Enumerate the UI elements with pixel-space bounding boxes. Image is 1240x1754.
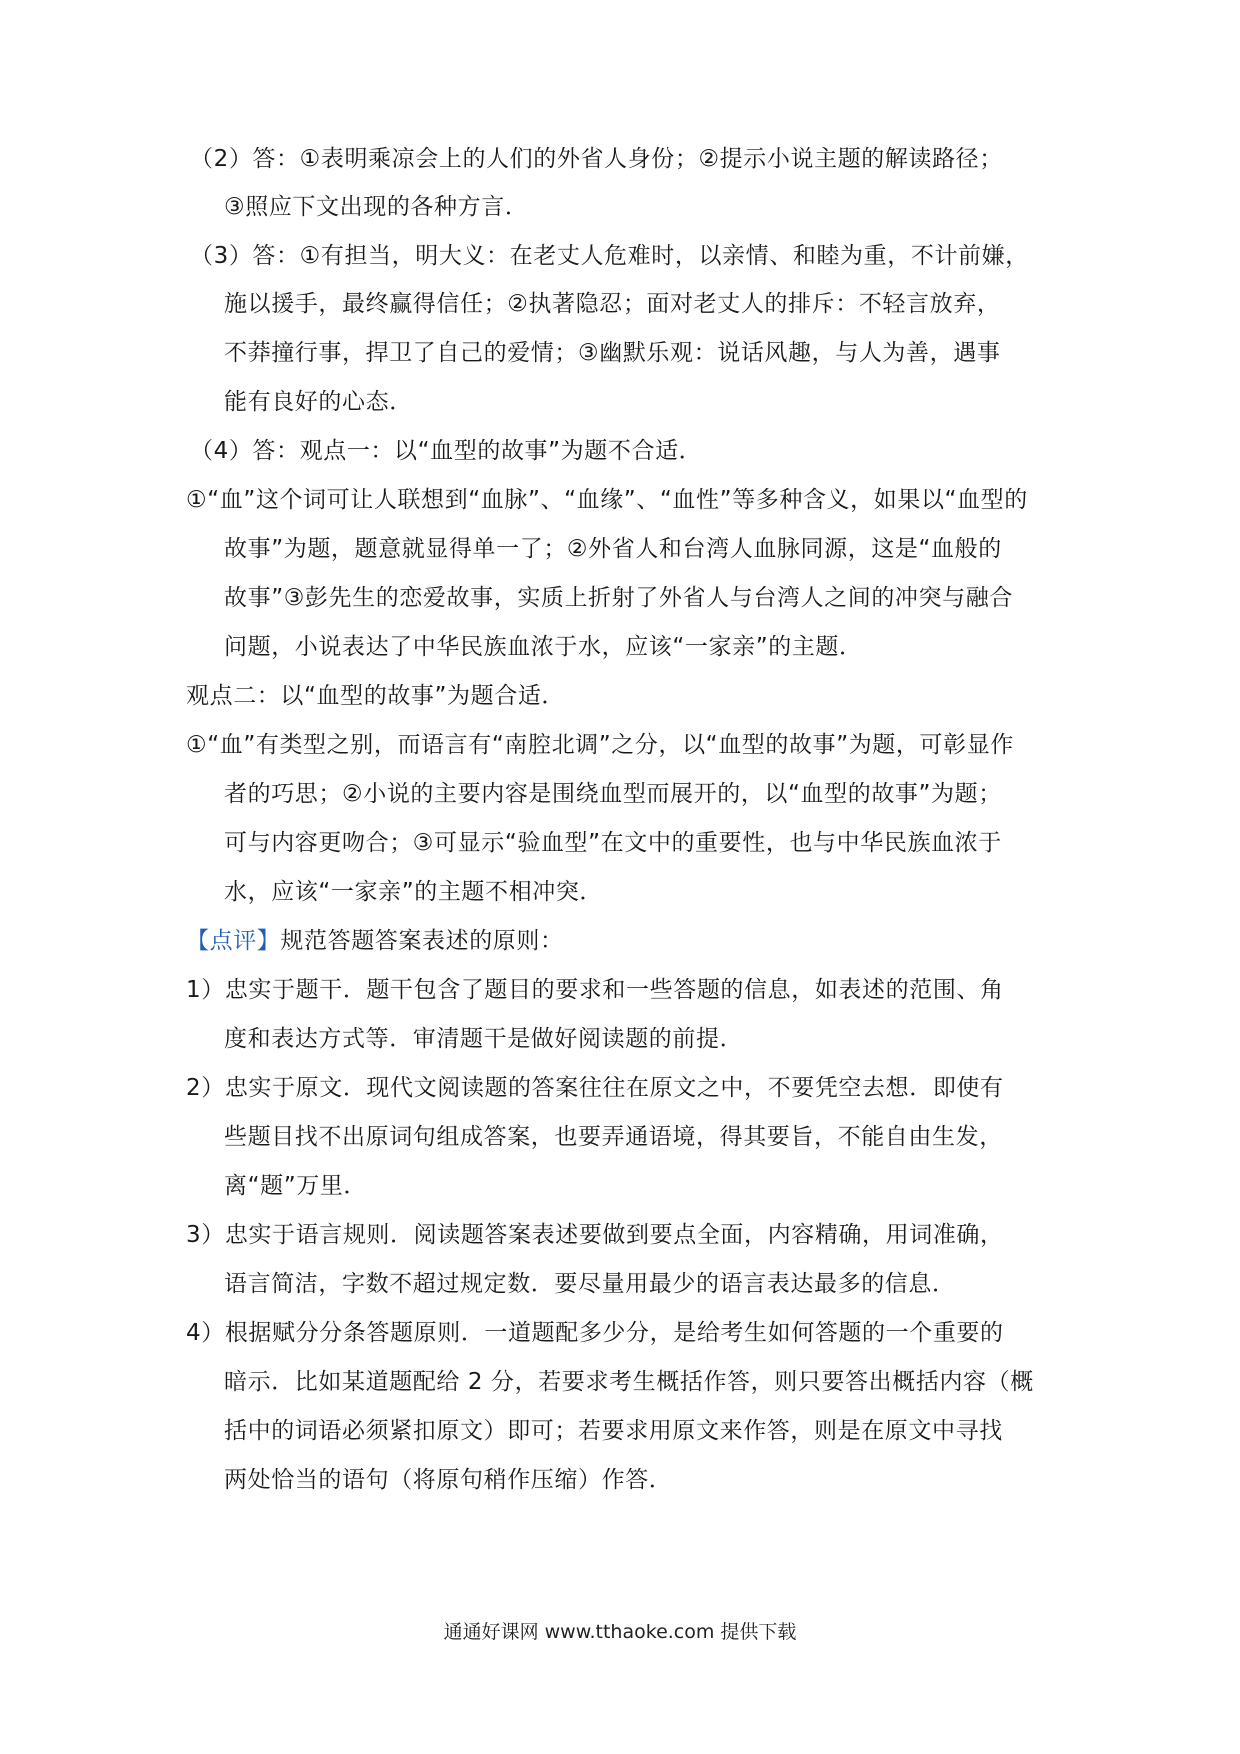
principle-4-line-3: 括中的词语必须紧扣原文）即可；若要求用原文来作答，则是在原文中寻找 bbox=[224, 1418, 1003, 1444]
principle-2-line-3: 离“题”万里． bbox=[224, 1173, 368, 1199]
answer-3-line-3: 不莽撞行事，捍卫了自己的爱情；③幽默乐观：说话风趣，与人为善，遇事 bbox=[224, 340, 1001, 366]
view-2-heading: 观点二：以“血型的故事”为题合适． bbox=[186, 683, 566, 709]
view-2-line-4: 水，应该“一家亲”的主题不相冲突． bbox=[224, 879, 604, 905]
principle-1-line-1: 1）忠实于题干．题干包含了题目的要求和一些答题的信息，如表述的范围、角 bbox=[186, 977, 1004, 1003]
principle-1-line-2: 度和表达方式等．审清题干是做好阅读题的前提． bbox=[224, 1026, 744, 1052]
view-2-line-3: 可与内容更吻合；③可显示“验血型”在文中的重要性，也与中华民族血浓于 bbox=[224, 830, 1002, 856]
principle-3-line-1: 3）忠实于语言规则．阅读题答案表述要做到要点全面，内容精确，用词准确， bbox=[186, 1222, 1004, 1248]
comment-heading: 规范答题答案表述的原则： bbox=[280, 928, 564, 954]
view-1-line-4: 问题，小说表达了中华民族血浓于水，应该“一家亲”的主题． bbox=[224, 634, 863, 660]
answer-2-line-2: ③照应下文出现的各种方言． bbox=[224, 194, 529, 220]
answer-3-line-2: 施以援手，最终赢得信任；②执著隐忍；面对老丈人的排斥：不轻言放弃， bbox=[224, 291, 1001, 317]
view-1-line-2: 故事”为题，题意就显得单一了；②外省人和台湾人血脉同源，这是“血般的 bbox=[224, 536, 1002, 562]
footer-download-note: 通通好课网 www.tthaoke.com 提供下载 bbox=[443, 1621, 797, 1643]
view-1-line-3: 故事”③彭先生的恋爱故事，实质上折射了外省人与台湾人之间的冲突与融合 bbox=[224, 585, 1013, 611]
principle-4-line-2: 暗示．比如某道题配给 2 分，若要求考生概括作答，则只要答出概括内容（概 bbox=[224, 1369, 1034, 1395]
principle-2-line-2: 些题目找不出原词句组成答案，也要弄通语境，得其要旨，不能自由生发， bbox=[224, 1124, 1003, 1150]
principle-4-line-1: 4）根据赋分分条答题原则．一道题配多少分，是给考生如何答题的一个重要的 bbox=[186, 1320, 1004, 1346]
answer-2-line-1: （2）答：①表明乘凉会上的人们的外省人身份；②提示小说主题的解读路径； bbox=[190, 146, 1003, 172]
answer-3-line-4: 能有良好的心态． bbox=[224, 389, 413, 415]
answer-3-line-1: （3）答：①有担当，明大义：在老丈人危难时，以亲情、和睦为重，不计前嫌， bbox=[190, 243, 1029, 269]
view-2-line-2: 者的巧思；②小说的主要内容是围绕血型而展开的，以“血型的故事”为题； bbox=[224, 781, 1002, 807]
view-2-line-1: ①“血”有类型之别，而语言有“南腔北调”之分，以“血型的故事”为题，可彰显作 bbox=[186, 732, 1014, 758]
answer-4-line-1: （4）答：观点一：以“血型的故事”为题不合适． bbox=[190, 438, 703, 464]
comment-label: 【点评】 bbox=[186, 928, 281, 954]
principle-3-line-2: 语言简洁，字数不超过规定数．要尽量用最少的语言表达最多的信息． bbox=[224, 1271, 956, 1297]
principle-2-line-1: 2）忠实于原文．现代文阅读题的答案往往在原文之中，不要凭空去想．即使有 bbox=[186, 1075, 1004, 1101]
comment-heading-row bbox=[186, 926, 564, 956]
view-1-line-1: ①“血”这个词可让人联想到“血脉”、“血缘”、“血性”等多种含义，如果以“血型的 bbox=[186, 487, 1028, 513]
principle-4-line-4: 两处恰当的语句（将原句稍作压缩）作答． bbox=[224, 1467, 673, 1493]
